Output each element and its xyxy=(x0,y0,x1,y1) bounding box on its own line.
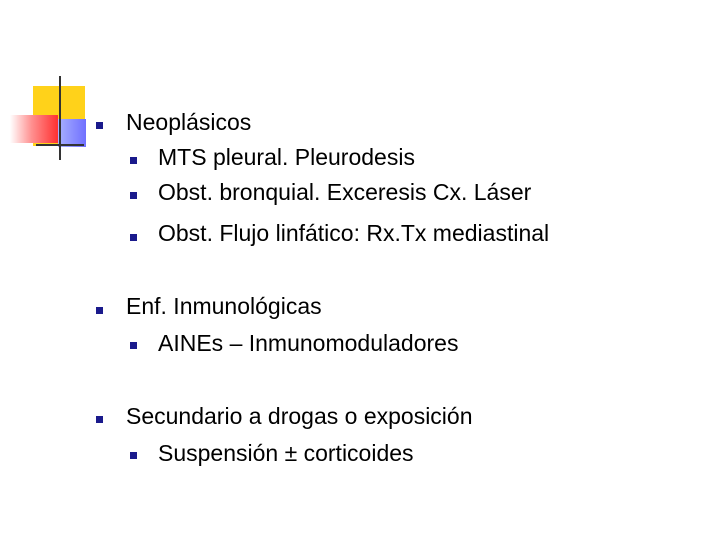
bullet-icon xyxy=(130,234,137,241)
bullet-icon xyxy=(96,307,103,314)
bullet-label: Neoplásicos xyxy=(126,109,252,135)
sub-bullet-label: Suspensión ± corticoides xyxy=(158,440,414,466)
bullet-icon xyxy=(130,342,137,349)
sub-bullet-label: Obst. Flujo linfático: Rx.Tx mediastinal xyxy=(158,220,550,246)
bullet-icon xyxy=(130,192,137,199)
sub-bullet-label: MTS pleural. Pleurodesis xyxy=(158,144,415,170)
bullet-icon xyxy=(130,452,137,459)
sub-bullet-label: AINEs – Inmunomoduladores xyxy=(158,330,459,356)
bullet-icon xyxy=(130,157,137,164)
bullet-icon xyxy=(96,416,103,423)
sub-bullet-label: Obst. bronquial. Exceresis Cx. Láser xyxy=(158,179,532,205)
bullet-label: Enf. Inmunológicas xyxy=(126,293,322,319)
bullet-icon xyxy=(96,122,103,129)
corner-squares-icon xyxy=(0,0,130,170)
bullet-label: Secundario a drogas o exposición xyxy=(126,403,473,429)
